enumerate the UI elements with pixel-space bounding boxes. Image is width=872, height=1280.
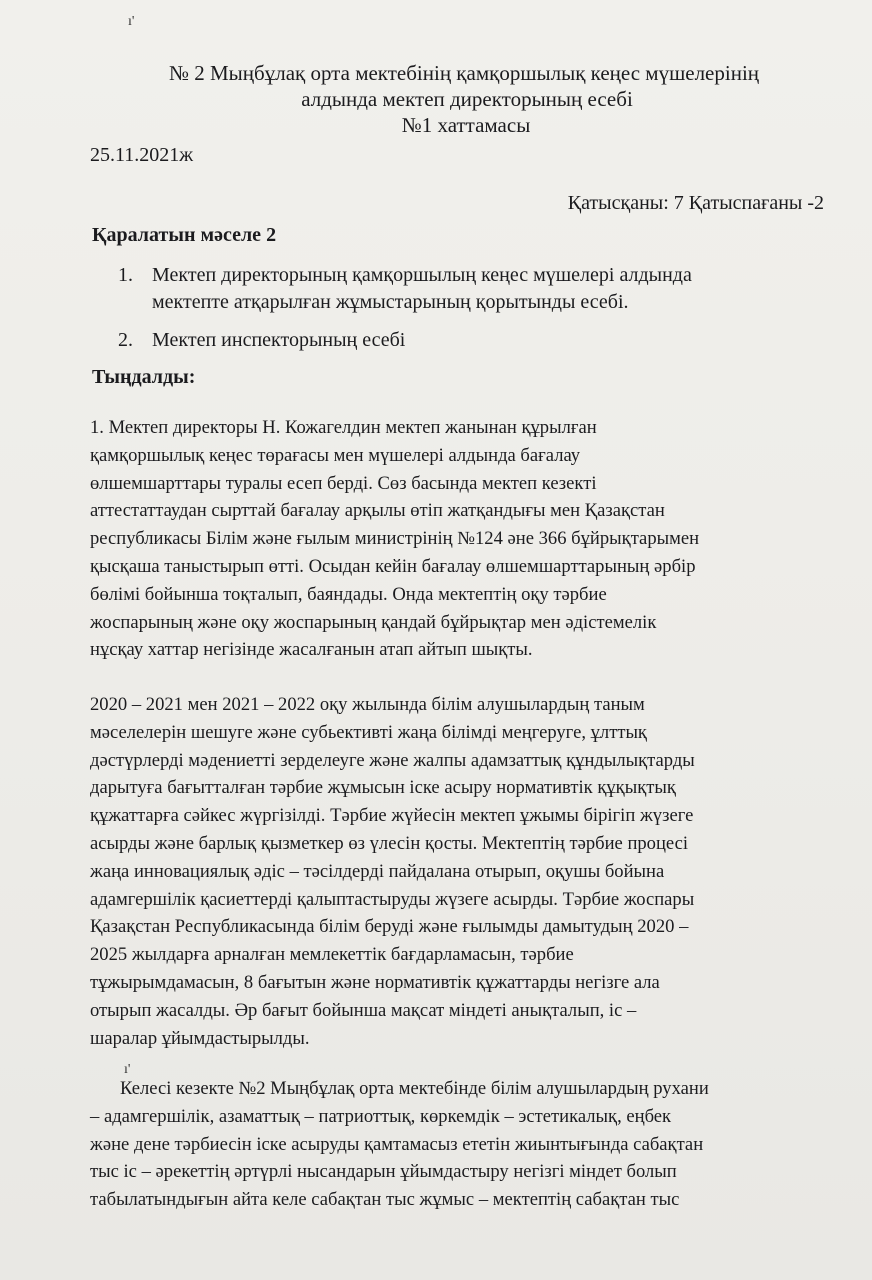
paragraph-line: жоспарының және оқу жоспарының қандай бұйрықтар мен әдістемелік <box>90 611 657 633</box>
paper-speck: ı' <box>128 14 135 29</box>
agenda-item-number: 1. <box>118 264 133 286</box>
paragraph-line: Келесі кезекте №2 Мыңбұлақ орта мектебінде білім алушылардың рухани <box>120 1078 709 1099</box>
paragraph-line: және дене тәрбиесін іске асыруды қамтамасыз ететін жиынтығында сабақтан <box>90 1133 704 1155</box>
agenda-item-line: Мектеп инспекторының есебі <box>152 329 406 351</box>
agenda-item-line: мектепте атқарылған жұмыстарының қорытынды есебі. <box>152 291 629 313</box>
paragraph-line: республикасы Білім және ғылым министрінің №124 әне 366 бұйрықтарымен <box>90 528 700 550</box>
paragraph-line: дарытуға бағытталған тәрбие жұмысын іске асыру нормативтік құқықтық <box>90 777 676 799</box>
paragraph-line: мәселелерін шешуге және субьективті жаңа білімді меңгеруге, ұлттық <box>90 721 647 743</box>
paragraph-line: 2020 – 2021 мен 2021 – 2022 оқу жылында білім алушылардың таным <box>90 694 645 715</box>
paragraph-line: 2025 жылдарға арналған мемлекеттік бағдарламасын, тәрбие <box>90 944 574 966</box>
paragraph-line: отырып жасалды. Әр бағыт бойынша мақсат міндеті анықталып, іс – <box>90 999 637 1021</box>
paragraph-line: 1. Мектеп директоры Н. Кожагелдин мектеп жанынан құрылған <box>90 417 597 438</box>
paragraph-line: жаңа инновациялық әдіс – тәсілдерді пайдалана отырып, оқушы бойына <box>90 860 665 882</box>
paragraph-line: Қазақстан Республикасында білім беруді және ғылымды дамытудың 2020 – <box>90 916 689 938</box>
agenda-item-line: Мектеп директорының қамқоршылың кеңес мүшелері алдында <box>152 264 692 286</box>
listened-heading: Тыңдалды: <box>92 366 196 388</box>
agenda-item-number: 2. <box>118 329 133 351</box>
paragraph-line: құжаттарға сәйкес жүргізілді. Тәрбие жүйесін мектеп ұжымы бірігіп жүзеге <box>90 805 694 827</box>
document-date: 25.11.2021ж <box>90 144 194 166</box>
document-title-line-3: №1 хаттамасы <box>401 113 531 137</box>
paragraph-line: өлшемшарттары туралы есеп берді. Сөз басында мектеп кезекті <box>90 472 597 494</box>
paragraph-line: аттестаттаудан сырттай бағалау арқылы өтіп жатқандығы мен Қазақстан <box>90 500 665 522</box>
body-paragraph <box>90 691 812 1052</box>
paragraph-line: нұсқау хаттар негізінде жасалғанын атап айтып шықты. <box>90 639 533 661</box>
attendance-info: Қатысқаны: 7 Қатыспағаны -2 <box>567 192 824 214</box>
paper-speck: ı' <box>124 1062 131 1077</box>
paragraph-line: қамқоршылық кеңес төрағасы мен мүшелері алдында бағалау <box>90 444 581 466</box>
body-paragraph <box>90 1075 812 1214</box>
paragraph-line: тыс іс – әрекеттің әртүрлі нысандарын ұйымдастыру негізгі міндет болып <box>90 1161 677 1183</box>
agenda-item-text <box>152 327 812 354</box>
paragraph-line: қысқаша таныстырып өтті. Осыдан кейін бағалау өлшемшарттарының әрбір <box>90 555 696 577</box>
document-title-line-2: алдында мектеп директорының есебі <box>301 87 633 111</box>
paragraph-line: асырды және барлық қызметкер өз үлесін қосты. Мектептің тәрбие процесі <box>90 832 689 854</box>
agenda-item <box>118 327 818 355</box>
paragraph-line: табылатындығын айта келе сабақтан тыс жұмыс – мектептің сабақтан тыс <box>90 1189 680 1211</box>
paragraph-line: шаралар ұйымдастырылды. <box>90 1027 310 1049</box>
document-title-line-1: № 2 Мыңбұлақ орта мектебінің қамқоршылық кеңес мүшелерінің <box>168 61 760 85</box>
body-paragraph <box>90 414 812 664</box>
paragraph-line: дәстүрлерді мәдениетті зерделеуге және жалпы адамзаттық құндылықтарды <box>90 749 695 771</box>
paragraph-line: адамгершілік қасиеттерді қалыптастыруды жүзеге асырды. Тәрбие жоспары <box>90 888 695 910</box>
paragraph-line: – адамгершілік, азаматтық – патриоттық, көркемдік – эстетикалық, еңбек <box>90 1105 672 1127</box>
agenda-item-text <box>152 262 812 316</box>
agenda-item <box>118 262 818 318</box>
paragraph-line: тұжырымдамасын, 8 бағытын және нормативтік құжаттарды негізге ала <box>90 971 660 993</box>
agenda-heading: Қаралатын мәселе 2 <box>92 224 277 246</box>
paragraph-line: бөлімі бойынша тоқталып, баяндады. Онда мектептің оқу тәрбие <box>90 583 607 605</box>
